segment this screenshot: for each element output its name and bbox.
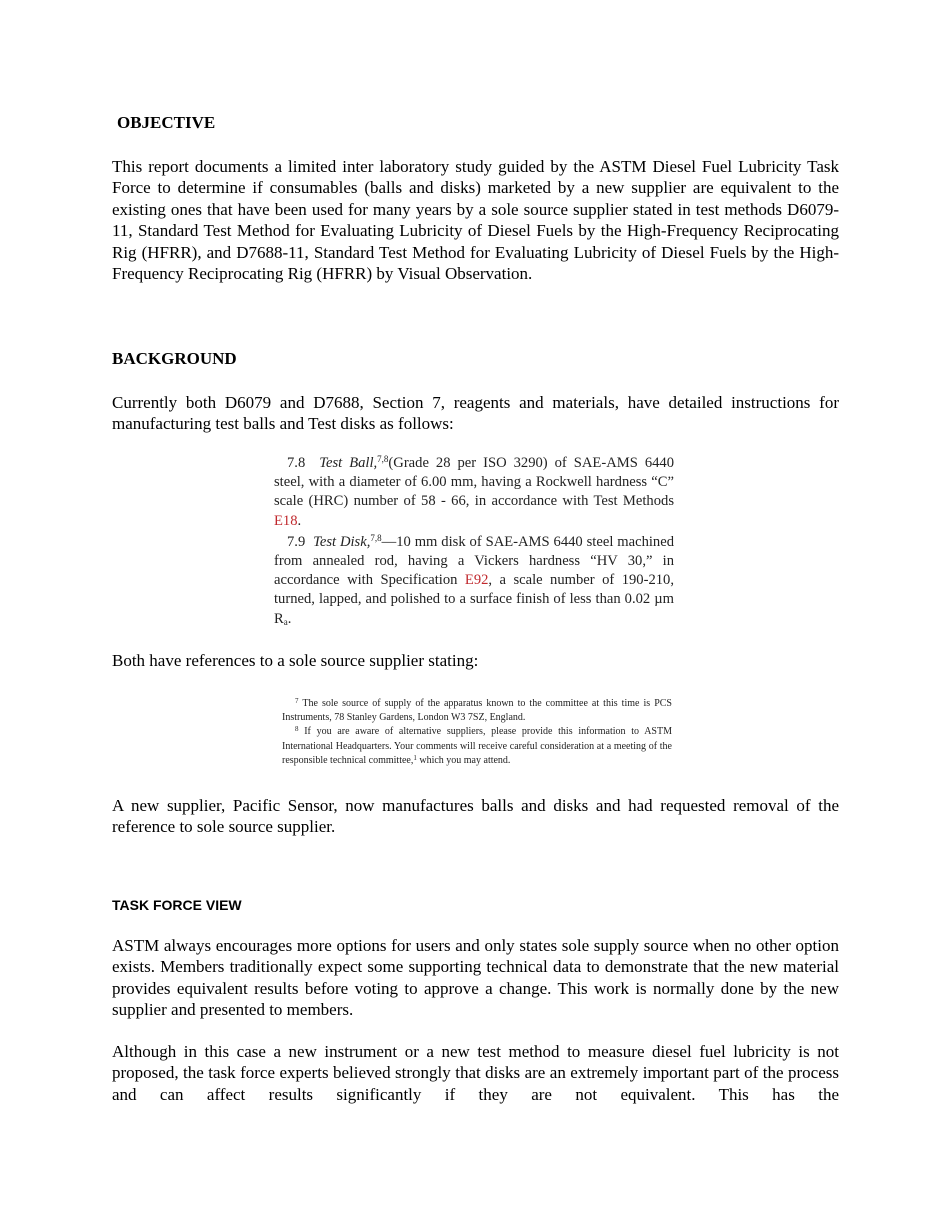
clause-text: (Grade 28 per ISO 3290) of SAE-AMS 6440 steel, with a diameter of 6.00 mm, having a Rockwell hardness “C” scale (HRC) number of 58 - 66, in accordance with Test Methods xyxy=(274,455,675,510)
footnote-8 xyxy=(282,725,672,768)
clause-number: 7.9 xyxy=(287,533,306,550)
objective-paragraph: This report documents a limited inter laboratory study guided by the ASTM Diesel Fuel Lubricity Task Force to determine if consumables (balls and disks) marketed by a new supplier are equivalent to the existing ones that have been used for many years by a sole source supplier stated in test methods D6079-11, Standard Test Method for Evaluating Lubricity of Diesel Fuels by the High-Frequency Reciprocating Rig (HFRR), and D7688-11, Standard Test Method for Evaluating Lubricity of Diesel Fuels by the High-Frequency Reciprocating Rig (HFRR) by Visual Observation. xyxy=(112,157,839,284)
standard-ref-link: E92 xyxy=(464,572,489,589)
clause-end: . xyxy=(297,512,302,529)
background-paragraph-3: A new supplier, Pacific Sensor, now manufactures balls and disks and had requested removal of the reference to sole source supplier. xyxy=(112,796,839,837)
footnote-text: The sole source of supply of the apparatus known to the committee at this time is PCS Instruments, 78 Stanley Gardens, London W3 7SZ, England. xyxy=(282,698,672,724)
footnote-text: If you are aware of alternative suppliers, please provide this information to ASTM International Headquarters. Your comments will receive careful consideration at a meeting of the responsible technical committee, xyxy=(282,726,672,766)
task-force-paragraph-1: ASTM always encourages more options for users and only states sole supply source when no other option exists. Members traditionally expect some supporting technical data to demonstrate that the new material provides equivalent results before voting to approve a change. This work is normally done by the new supplier and presented to members. xyxy=(112,936,839,1020)
footnote-marker: 7 xyxy=(295,697,299,705)
background-heading: BACKGROUND xyxy=(112,349,237,368)
clause-end: . xyxy=(287,610,292,627)
test-disk-clause xyxy=(274,533,674,629)
clause-text: , a scale number of 190-210, turned, lapped, and polished to a surface finish of less than 0.02 µm R xyxy=(274,572,674,627)
subscript: a xyxy=(283,616,288,627)
task-force-heading: TASK FORCE VIEW xyxy=(112,897,242,913)
standard-excerpt-image xyxy=(274,454,674,629)
footnote-end: which you may attend. xyxy=(416,754,511,766)
footnote-ref: 1 xyxy=(413,753,417,762)
clause-title: Test Ball, xyxy=(319,455,378,471)
test-ball-clause xyxy=(274,454,674,531)
footnotes-excerpt-image xyxy=(282,697,672,768)
background-paragraph-1: Currently both D6079 and D7688, Section 7, reagents and materials, have detailed instructions for manufacturing test balls and Test disks as follows: xyxy=(112,393,839,434)
standard-ref-link: E18 xyxy=(274,512,298,529)
clause-number: 7.8 xyxy=(287,455,306,471)
objective-heading: OBJECTIVE xyxy=(117,113,216,132)
footnote-ref: 7,8 xyxy=(370,532,382,543)
clause-title: Test Disk, xyxy=(313,533,371,550)
footnote-ref: 7,8 xyxy=(377,454,389,464)
clause-text: —10 mm disk of SAE-AMS 6440 steel machined from annealed rod, having a Vickers hardness “HV 30,” in accordance with Specification xyxy=(274,533,675,589)
footnote-7 xyxy=(282,697,672,725)
background-paragraph-2: Both have references to a sole source supplier stating: xyxy=(112,651,479,670)
footnote-marker: 8 xyxy=(295,725,299,734)
task-force-paragraph-2: Although in this case a new instrument or a new test method to measure diesel fuel lubricity is not proposed, the task force experts believed strongly that disks are an extremely important part of the process and can affect results significantly if they are not equivalent. This has the xyxy=(112,1042,839,1104)
